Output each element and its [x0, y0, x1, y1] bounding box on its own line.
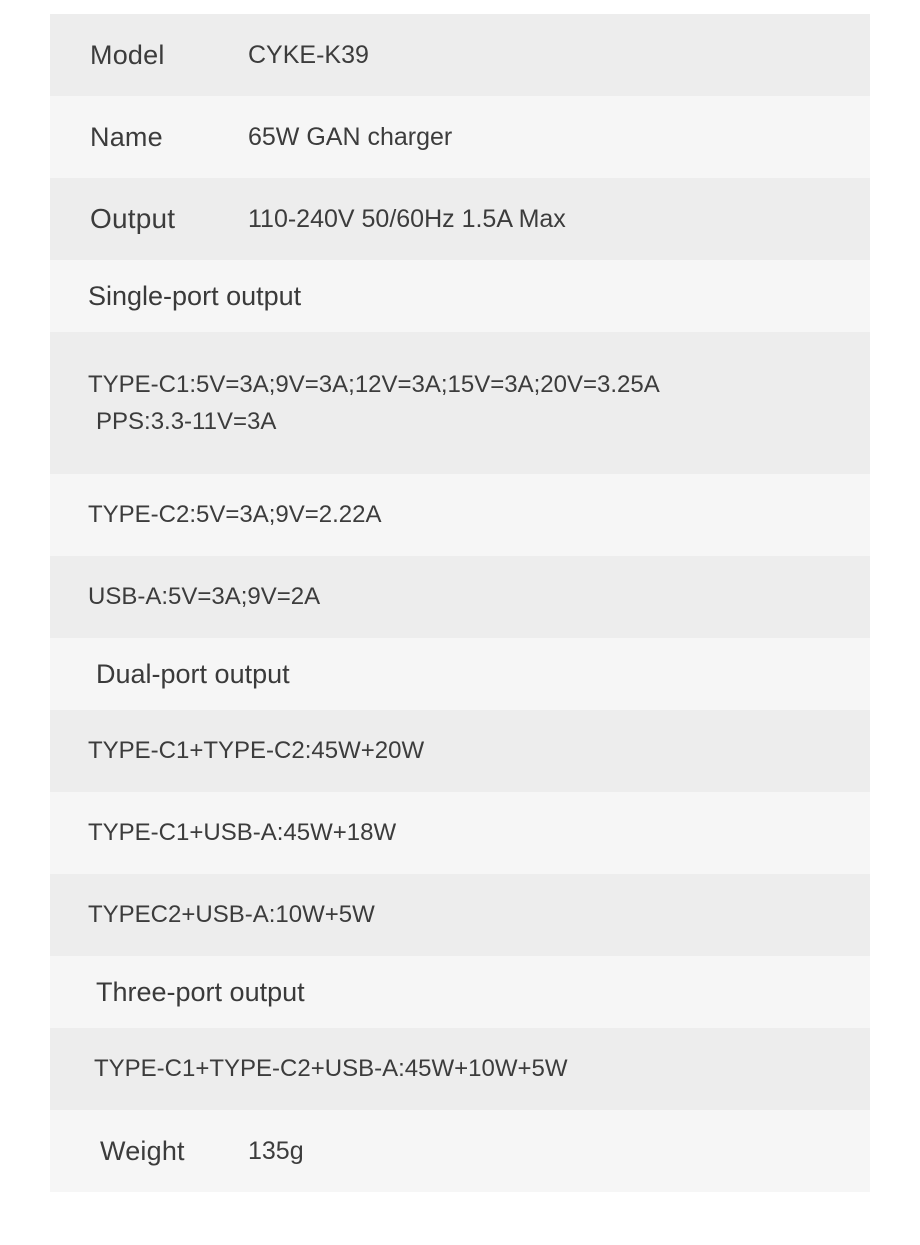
table-row-type-c1 [50, 332, 870, 474]
row-value-three-port: TYPE-C1+TYPE-C2+USB-A:45W+10W+5W [94, 1055, 568, 1082]
row-label-output: Output [90, 203, 176, 234]
table-row-output [50, 178, 870, 260]
row-value-name: 65W GAN charger [248, 122, 453, 151]
row-value-model: CYKE-K39 [248, 40, 369, 69]
table-row-name [50, 96, 870, 178]
row-value-type-c2: TYPE-C2:5V=3A;9V=2.22A [88, 501, 382, 528]
table-row-dual-c1-usba [50, 792, 870, 874]
row-value-dual-c2-usba: TYPEC2+USB-A:10W+5W [88, 901, 375, 928]
table-row-dual-c2-usba [50, 874, 870, 956]
table-row-dual-c1-c2 [50, 710, 870, 792]
row-label-weight: Weight [100, 1135, 185, 1166]
row-value-output: 110-240V 50/60Hz 1.5A Max [248, 204, 566, 233]
row-value-type-c1 [88, 366, 660, 440]
row-value-type-c1-line1: TYPE-C1:5V=3A;9V=3A;12V=3A;15V=3A;20V=3.25A [88, 370, 660, 398]
section-heading-three-port [50, 956, 870, 1028]
section-heading-dual-port [50, 638, 870, 710]
row-value-dual-c1-usba: TYPE-C1+USB-A:45W+18W [88, 819, 397, 846]
table-row-usb-a [50, 556, 870, 638]
section-heading-label: Three-port output [96, 976, 305, 1007]
section-heading-single-port [50, 260, 870, 332]
specification-table [50, 14, 870, 1192]
section-heading-label: Dual-port output [96, 658, 290, 689]
section-heading-label: Single-port output [88, 280, 302, 311]
row-value-usb-a: USB-A:5V=3A;9V=2A [88, 583, 321, 610]
row-value-dual-c1-c2: TYPE-C1+TYPE-C2:45W+20W [88, 737, 425, 764]
row-value-type-c1-line2: PPS:3.3-11V=3A [96, 408, 277, 435]
table-row-three-port [50, 1028, 870, 1110]
row-label-name: Name [90, 121, 163, 152]
table-row-type-c2 [50, 474, 870, 556]
row-label-model: Model [90, 39, 165, 70]
table-row-weight [50, 1110, 870, 1192]
row-value-weight: 135g [248, 1136, 304, 1165]
table-row-model [50, 14, 870, 96]
